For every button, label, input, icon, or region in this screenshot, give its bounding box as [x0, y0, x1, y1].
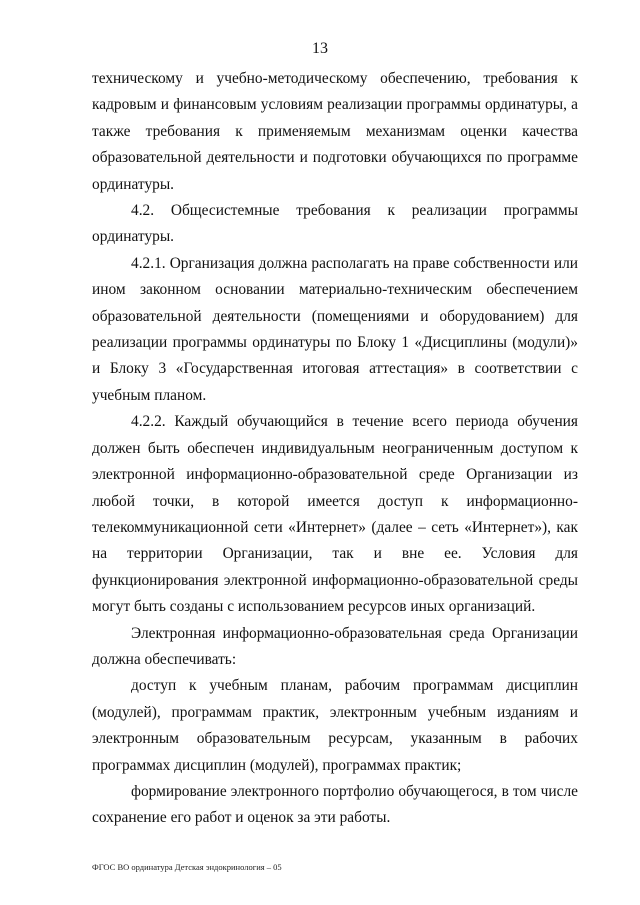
page-footer: ФГОС ВО ординатура Детская эндокринология – 05 — [92, 862, 282, 872]
paragraph-eios-intro: Электронная информационно-образовательная среда Организации должна обеспечивать: — [92, 624, 578, 668]
document-body — [92, 66, 578, 832]
paragraph-section-4-2-2: 4.2.2. Каждый обучающийся в течение всего периода обучения должен быть обеспечен индивидуальным неограниченным доступом к электронной информационно-образовательной среде Организации из любой точки, в которой имеется доступ к информационно-телекоммуникационной сети «Интернет» (далее – сеть «Интернет»), как на территории Организации, так и вне ее. Условия для функционирования электронной информационно-образовательной среды могут быть созданы с использованием ресурсов иных организаций. — [92, 413, 578, 616]
page-number: 13 — [312, 40, 328, 57]
paragraph-access-item: доступ к учебным планам, рабочим программам дисциплин (модулей), программам практик, электронным учебным изданиям и электронным образовательным ресурсам, указанным в рабочих программах дисциплин (модулей), программах практик; — [92, 677, 578, 774]
paragraph-continuation: техническому и учебно-методическому обеспечению, требования к кадровым и финансовым условиям реализации программы ординатуры, а также требования к применяемым механизмам оценки качества образовательной деятельности и подготовки обучающихся по программе ординатуры. — [92, 70, 578, 193]
paragraph-section-4-2-1: 4.2.1. Организация должна располагать на праве собственности или ином законном основании материально-техническим обеспечением образовательной деятельности (помещениями и оборудованием) для реализации программы ординатуры по Блоку 1 «Дисциплины (модули)» и Блоку 3 «Государственная итоговая аттестация» в соответствии с учебным планом. — [92, 254, 578, 404]
paragraph-portfolio-item: формирование электронного портфолио обучающегося, в том числе сохранение его работ и оценок за эти работы. — [92, 782, 578, 827]
paragraph-section-4-2: 4.2. Общесистемные требования к реализации программы ординатуры. — [92, 202, 578, 246]
